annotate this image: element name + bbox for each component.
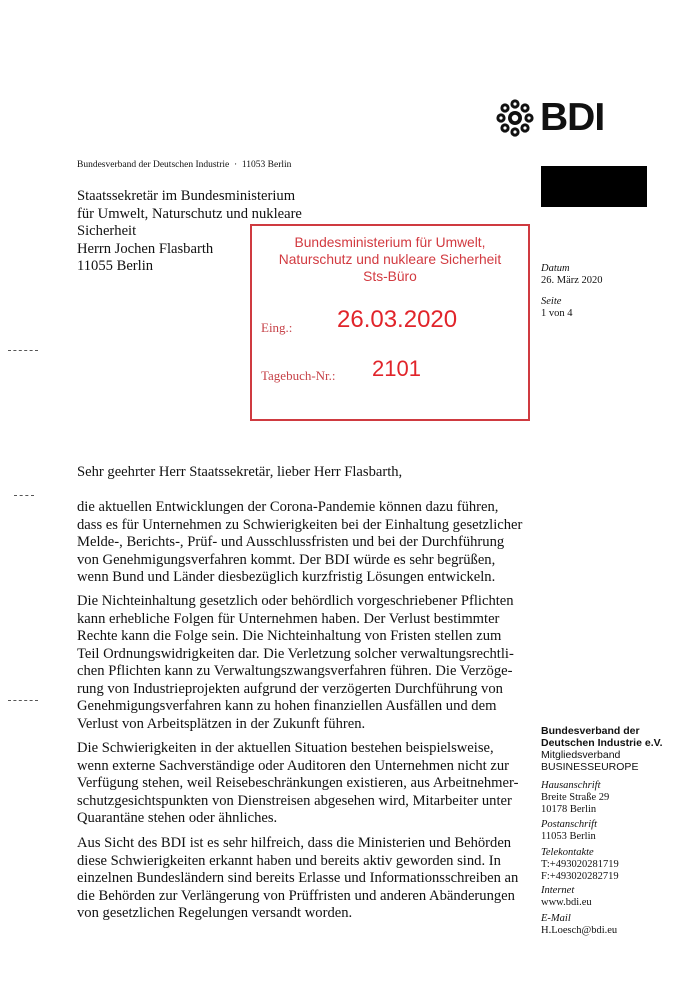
date-block (541, 263, 603, 287)
stamp-header-line: Naturschutz und nukleare Sicherheit (278, 252, 502, 267)
org-name: Deutschen Industrie e.V. (541, 737, 663, 749)
stamp-header (252, 234, 528, 285)
body-line: von Genehmigungsverfahren kommt. Der BDI würde es sehr begrüßen, (77, 551, 496, 568)
body-line: Die Nichteinhaltung gesetzlich oder behördlich vorgeschriebener Pflichten (77, 593, 514, 609)
body-line: wenn Bund und Länder diesbezüglich kurzfristig Lösungen entwickeln. (77, 569, 496, 585)
fold-mark (8, 350, 38, 351)
body-line: dass es für Unternehmen zu Schwierigkeiten bei der Einhaltung gesetzlicher (77, 516, 523, 533)
body-line: Verlust von Arbeitsplätzen in der Zukunft führen. (77, 715, 366, 732)
stamp-eing-value: 26.03.2020 (337, 306, 458, 333)
body-line: rung von Industrieprojekten aufgrund der verzögerten Durchführung von (77, 680, 503, 697)
bdi-logo (496, 98, 621, 138)
body-line: einzelnen Bundesländern sind bereits Erlasse und Informationsschreiben an (77, 870, 519, 886)
sidebar-tel (541, 847, 619, 883)
paragraph-2 (77, 593, 537, 733)
mail-link[interactable]: H.Loesch@bdi.eu (541, 925, 618, 936)
body-line: diese Schwierigkeiten erkannt haben und bereits aktiv geworden sind. In (77, 852, 501, 869)
salutation-text: Sehr geehrter Herr Staatssekretär, lieber Herr Flasbarth, (77, 464, 403, 480)
member-text: BUSINESSEUROPE (541, 761, 639, 773)
body-line: Melde-, Berichts-, Prüf- und Ausschlussfristen und bei der Durchführung (77, 534, 505, 550)
logo-text: BDI (540, 96, 605, 139)
recipient-line: Herrn Jochen Flasbarth (77, 240, 214, 257)
sender-line: Bundesverband der Deutschen Industrie · 11053 Berlin (77, 160, 292, 170)
body-line: Rechte kann die Folge sein. Die Nichteinhaltung von Fristen stellen zum (77, 628, 502, 644)
sidebar-mail (541, 913, 617, 937)
body-line: die aktuellen Entwicklungen der Corona-Pandemie können dazu führen, (77, 499, 499, 515)
stamp-header-line: Bundesministerium für Umwelt, (294, 235, 486, 250)
body-line: die Behörden zur Verlängerung von Prüffristen und anderen Abänderungen (77, 887, 515, 904)
body-line: Quarantäne stehen oder ähnliches. (77, 810, 278, 826)
tel-line: T:+493020281719 (541, 859, 619, 870)
salutation (77, 464, 537, 482)
post-label: Postanschrift (541, 819, 598, 830)
body-line: wenn externe Sachverständige oder Auditoren den Unternehmen nicht zur (77, 757, 509, 774)
body-line: Aus Sicht des BDI ist es sehr hilfreich, dass die Ministerien und Behörden (77, 835, 512, 851)
stamp-header-line: Sts-Büro (363, 269, 417, 284)
sidebar-haus (541, 780, 609, 816)
fold-mark (8, 700, 38, 701)
page-block (541, 296, 573, 320)
mail-label: E-Mail (541, 913, 571, 924)
stamp-tagebuch-value: 2101 (372, 356, 421, 381)
sidebar-org (541, 725, 663, 773)
recipient-line: für Umwelt, Naturschutz und nukleare (77, 205, 302, 222)
tel-label: Telekontakte (541, 847, 594, 858)
sidebar-web (541, 885, 592, 909)
tel-line: F:+493020282719 (541, 871, 619, 882)
recipient-line: Staatssekretär im Bundesministerium (77, 188, 296, 204)
body-line: schutzgesichtspunkten von Dienstreisen abgesehen wird, Mitarbeiter unter (77, 792, 512, 809)
haus-line: Breite Straße 29 (541, 792, 610, 803)
web-link[interactable]: www.bdi.eu (541, 897, 592, 908)
body-line: Teil Ordnungswidrigkeiten dar. Die Verletzung solcher verwaltungsrechtli- (77, 645, 514, 662)
bdi-emblem-icon (496, 99, 534, 137)
punch-mark (14, 495, 34, 496)
page-value: 1 von 4 (541, 308, 573, 319)
received-stamp (250, 224, 530, 421)
member-text: Mitgliedsverband (541, 749, 621, 761)
org-name: Bundesverband der (541, 725, 640, 737)
web-label: Internet (541, 885, 575, 896)
stamp-tagebuch-label: Tagebuch-Nr.: (261, 368, 336, 383)
redaction-block (541, 166, 647, 207)
body-line: Die Schwierigkeiten in der aktuellen Situation bestehen beispielsweise, (77, 740, 494, 756)
stamp-eing-label: Eing.: (261, 320, 293, 335)
body-line: Genehmigungsverfahren kann zu hohen finanziellen Ausfällen und dem (77, 698, 497, 714)
body-line: Verfügung stehen, weil Reisebeschränkungen existieren, aus Arbeitnehmer- (77, 775, 519, 791)
haus-label: Hausanschrift (541, 780, 601, 791)
paragraph-1 (77, 499, 537, 587)
sidebar-post (541, 819, 597, 843)
date-label: Datum (541, 263, 570, 274)
recipient-line: Sicherheit (77, 223, 137, 240)
recipient-line: 11055 Berlin (77, 258, 154, 275)
post-line: 11053 Berlin (541, 831, 596, 842)
body-line: kann erhebliche Folgen für Unternehmen haben. Der Verlust bestimmter (77, 610, 500, 627)
paragraph-4 (77, 835, 537, 923)
haus-line: 10178 Berlin (541, 804, 597, 815)
body-line: chen Pflichten kann zu Verwaltungszwangsverfahren führen. Die Verzöge- (77, 663, 513, 679)
date-value: 26. März 2020 (541, 275, 603, 286)
page-label: Seite (541, 296, 562, 307)
body-line: von gesetzlichen Regelungen versandt worden. (77, 905, 353, 921)
paragraph-3 (77, 740, 537, 828)
